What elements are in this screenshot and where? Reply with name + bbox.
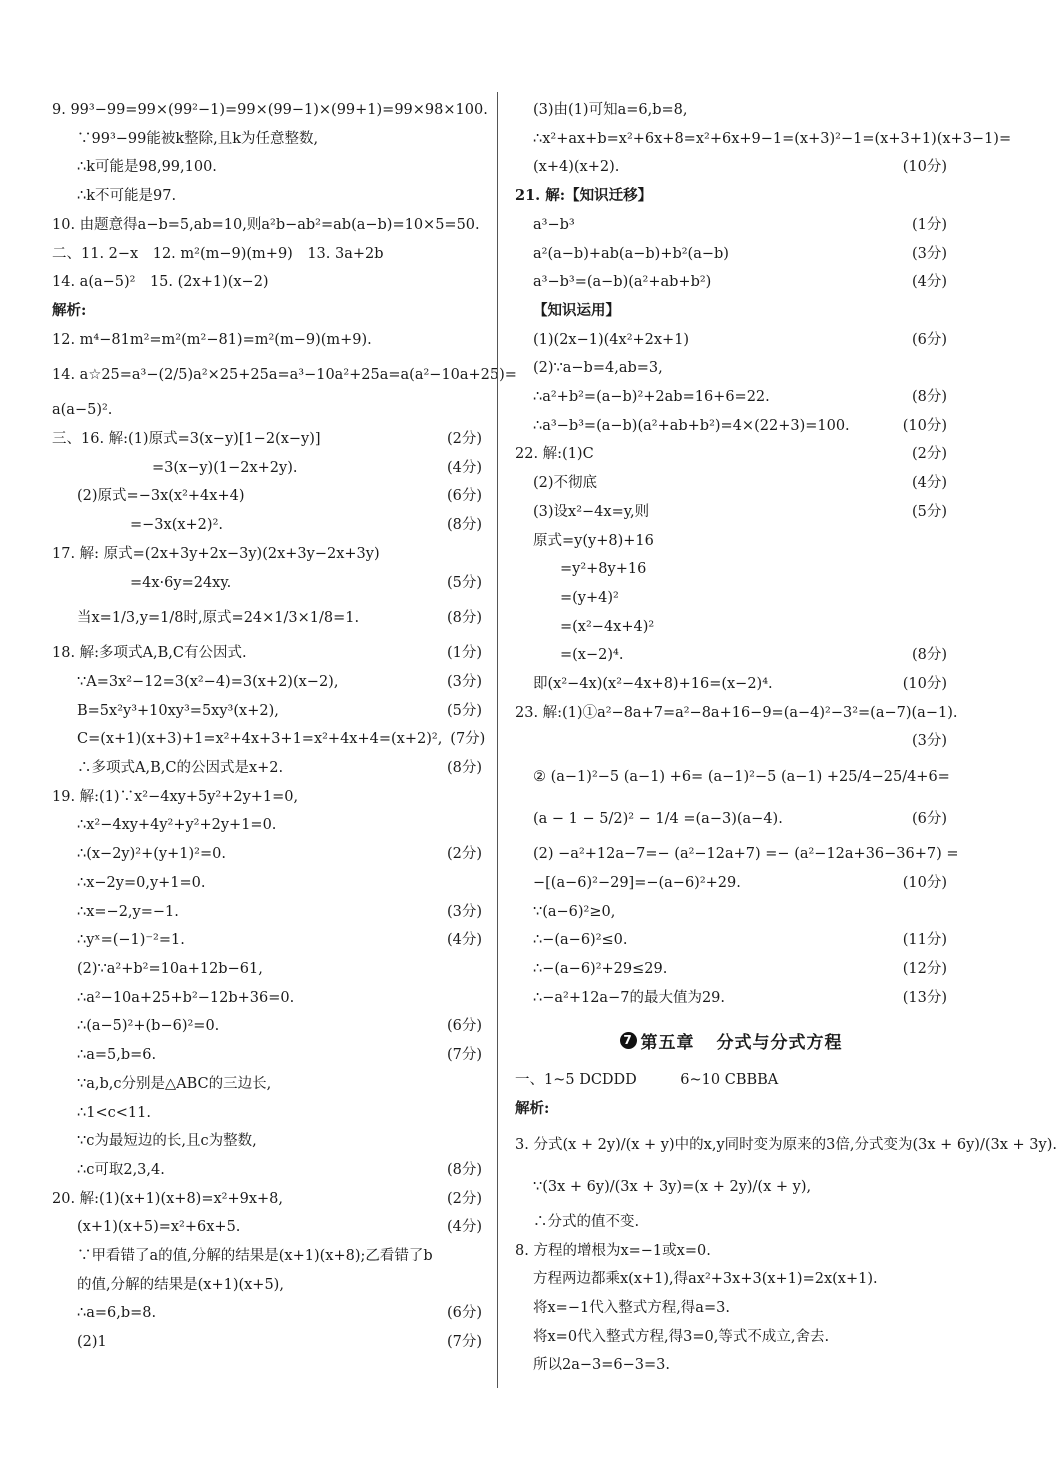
score-label: (8分) <box>911 647 947 664</box>
line-text: ∵c为最短边的长,且c为整数, <box>77 1133 257 1150</box>
solution-line <box>52 1070 482 1099</box>
score-label: (5分) <box>446 574 482 591</box>
line-text: a³−b³ <box>533 216 575 233</box>
solution-line <box>52 182 482 211</box>
solution-line <box>52 297 482 326</box>
line-text: =(y+4)² <box>560 589 619 606</box>
solution-line <box>515 354 947 383</box>
solution-line <box>515 498 947 527</box>
solution-line <box>515 798 947 840</box>
line-text: 的值,分解的结果是(x+1)(x+5), <box>77 1276 284 1293</box>
solution-line <box>515 1294 947 1323</box>
solution-line <box>52 1242 482 1271</box>
line-text: 19. 解:(1)∵x²−4xy+5y²+2y+1=0, <box>52 788 299 805</box>
line-text: ∵99³−99能被k整除,且k为任意整数, <box>77 130 319 147</box>
score-label: (4分) <box>446 1219 482 1236</box>
line-text: =3(x−y)(1−2x+2y). <box>152 459 298 476</box>
line-text: ∵甲看错了a的值,分解的结果是(x+1)(x+8);乙看错了b <box>77 1248 433 1265</box>
left-column <box>52 96 517 1357</box>
solution-line <box>515 1237 947 1266</box>
solution-line <box>515 326 947 355</box>
score-label: (4分) <box>446 932 482 949</box>
line-text: =(x²−4x+4)² <box>560 618 655 635</box>
score-label: (12分) <box>902 960 947 977</box>
score-label: (6分) <box>911 811 947 828</box>
score-label: (6分) <box>446 488 482 505</box>
line-text: 即(x²−4x)(x²−4x+8)+16=(x−2)⁴. <box>533 676 773 693</box>
line-text: ∵a,b,c分别是△ABC的三边长, <box>77 1075 272 1092</box>
solution-line <box>515 182 947 211</box>
solution-line <box>515 96 947 125</box>
line-text: (2)1 <box>77 1334 107 1351</box>
score-label: (7分) <box>446 1334 482 1351</box>
line-text: 所以2a−3=6−3=3. <box>533 1357 670 1374</box>
line-text: ∴(x−2y)²+(y+1)²=0. <box>77 846 226 863</box>
score-label: (8分) <box>446 517 482 534</box>
line-text: =(x−2)⁴. <box>560 647 624 664</box>
line-text: ∴k可能是98,99,100. <box>77 159 217 176</box>
score-label: (5分) <box>911 503 947 520</box>
score-label: (3分) <box>446 903 482 920</box>
line-text: 23. 解:(1)①a²−8a+7=a²−8a+16−9=(a−4)²−3²=(a−7)(a−1). <box>515 704 958 721</box>
solution-line <box>52 754 482 783</box>
solution-line <box>52 153 482 182</box>
chapter-label: 第五章 <box>640 1032 695 1053</box>
solution-line <box>52 240 482 269</box>
solution-line <box>52 811 482 840</box>
line-text: 14. a(a−5)² 15. (2x+1)(x−2) <box>52 274 269 291</box>
solution-line <box>515 955 947 984</box>
solution-line <box>515 1208 947 1237</box>
score-label: (10分) <box>902 417 947 434</box>
solution-line <box>52 955 482 984</box>
solution-line <box>515 527 947 556</box>
line-text: ∴yˣ=(−1)⁻²=1. <box>77 932 185 949</box>
line-text: 将x=−1代入整式方程,得a=3. <box>533 1299 730 1316</box>
line-text: (3)由(1)可知a=6,b=8, <box>533 102 688 118</box>
solution-line <box>515 153 947 182</box>
chapter-title: 分式与分式方程 <box>716 1032 843 1053</box>
solution-line <box>52 668 482 697</box>
line-text: ∴x=−2,y=−1. <box>77 903 179 920</box>
line-text: =4x·6y=24xy. <box>130 574 232 591</box>
score-label: (8分) <box>446 610 482 627</box>
line-text: C=(x+1)(x+3)+1=x²+4x+3+1=x²+4x+4=(x+2)², <box>77 731 443 748</box>
line-text: 20. 解:(1)(x+1)(x+8)=x²+9x+8, <box>52 1190 284 1207</box>
solution-line <box>515 268 947 297</box>
line-text: ∵A=3x²−12=3(x²−4)=3(x+2)(x−2), <box>77 673 339 690</box>
score-label: (1分) <box>911 216 947 233</box>
line-text: ∴−(a−6)²+29≤29. <box>533 960 668 977</box>
solution-line <box>515 1265 947 1294</box>
solution-line <box>515 211 947 240</box>
solution-line <box>52 1213 482 1242</box>
line-text: (2)不彻底 <box>533 475 598 492</box>
solution-line <box>52 1328 482 1357</box>
solution-line <box>52 268 482 297</box>
solution-line <box>52 326 482 355</box>
score-label: (8分) <box>446 760 482 777</box>
line-text: ∴x−2y=0,y+1=0. <box>77 874 206 891</box>
line-text: 三、16. 解:(1)原式=3(x−y)[1−2(x−y)] <box>52 431 321 448</box>
solution-line <box>515 125 1012 154</box>
score-label: (2分) <box>911 446 947 463</box>
solution-line <box>52 1012 482 1041</box>
score-label: (13分) <box>902 989 947 1006</box>
line-text: ∴1<c<11. <box>77 1104 151 1121</box>
line-text: (2)原式=−3x(x²+4x+4) <box>77 488 245 505</box>
solution-line <box>515 898 947 927</box>
line-text: (x+1)(x+5)=x²+6x+5. <box>77 1219 241 1236</box>
solution-line <box>52 482 482 511</box>
score-label: (4分) <box>911 274 947 291</box>
solution-line <box>515 926 947 955</box>
solution-line <box>515 869 947 898</box>
line-text: a²(a−b)+ab(a−b)+b²(a−b) <box>533 245 729 262</box>
score-label: (11分) <box>902 932 947 949</box>
score-label: (10分) <box>902 874 947 891</box>
line-text: a(a−5)². <box>52 402 113 419</box>
solution-line <box>515 240 947 269</box>
score-label: (3分) <box>911 733 947 750</box>
solution-line <box>515 1351 947 1380</box>
chapter-heading <box>515 1018 947 1062</box>
solution-line <box>52 540 482 569</box>
chapter-number-badge: 7 <box>620 1032 637 1049</box>
line-text: ② (a−1)²−5 (a−1) +6= (a−1)²−5 (a−1) +25/4−25/4+6= <box>533 769 950 786</box>
line-text: ∴(a−5)²+(b−6)²=0. <box>77 1018 220 1035</box>
solution-line <box>52 211 482 240</box>
line-text: ∴a=5,b=6. <box>77 1047 157 1064</box>
solution-line <box>52 1156 482 1185</box>
line-text: ∴−a²+12a−7的最大值为29. <box>533 989 726 1006</box>
solution-line <box>52 1299 482 1328</box>
solution-line <box>515 641 947 670</box>
solution-line <box>515 756 950 798</box>
solution-line <box>515 584 947 613</box>
solution-line <box>52 354 517 396</box>
line-text: 当x=1/3,y=1/8时,原式=24×1/3×1/8=1. <box>77 610 360 627</box>
line-text: ∵(a−6)²≥0, <box>533 903 616 920</box>
solution-line <box>52 869 482 898</box>
right-column <box>515 96 1057 1380</box>
score-label: (1分) <box>446 645 482 662</box>
line-text: ∵(3x + 6y)/(3x + 3y)=(x + 2y)/(x + y), <box>533 1178 812 1195</box>
score-label: (10分) <box>902 676 947 693</box>
score-label: (6分) <box>911 331 947 348</box>
line-text: =y²+8y+16 <box>560 561 647 578</box>
line-text: 二、11. 2−x 12. m²(m−9)(m+9) 13. 3a+2b <box>52 245 384 262</box>
solution-line <box>515 670 947 699</box>
solution-line <box>52 569 482 598</box>
score-label: (3分) <box>911 245 947 262</box>
line-text: 解析: <box>52 301 87 319</box>
line-text: =−3x(x+2)². <box>130 517 223 534</box>
score-label: (4分) <box>446 459 482 476</box>
score-label: (4分) <box>911 475 947 492</box>
line-text: (2)∵a²+b²=10a+12b−61, <box>77 960 263 977</box>
solution-line <box>515 1095 947 1124</box>
solution-line <box>515 297 947 326</box>
score-label: (2分) <box>446 846 482 863</box>
line-text: ∴多项式A,B,C的公因式是x+2. <box>77 760 284 777</box>
solution-line <box>52 454 482 483</box>
line-text: 14. a☆25=a³−(2/5)a²×25+25a=a³−10a²+25a=a(a²−10a+25)= <box>52 367 517 384</box>
line-text: (x+4)(x+2). <box>533 159 620 176</box>
solution-line <box>515 1124 1057 1166</box>
solution-line <box>52 1099 482 1128</box>
solution-line <box>52 597 482 639</box>
solution-line <box>52 783 482 812</box>
line-text: ∴x²+ax+b=x²+6x+8=x²+6x+9−1=(x+3)²−1=(x+3+1)(x+3−1)= <box>533 130 1012 147</box>
solution-line <box>515 1066 947 1095</box>
line-text: ∴k不可能是97. <box>77 188 177 205</box>
solution-line <box>515 613 947 642</box>
score-label: (5分) <box>446 702 482 719</box>
solution-line <box>52 984 482 1013</box>
line-text: 8. 方程的增根为x=−1或x=0. <box>515 1242 711 1259</box>
solution-line <box>515 555 947 584</box>
score-label: (8分) <box>446 1161 482 1178</box>
line-text: (3)设x²−4x=y,则 <box>533 503 650 520</box>
solution-line <box>52 1127 482 1156</box>
line-text: ∴−(a−6)²≤0. <box>533 932 628 949</box>
score-label: (2分) <box>446 1190 482 1207</box>
solution-line <box>52 697 482 726</box>
line-text: ∴x²−4xy+4y²+y²+2y+1=0. <box>77 817 277 834</box>
line-text: (a − 1 − 5/2)² − 1/4 =(a−3)(a−4). <box>533 811 783 828</box>
line-text: ∴分式的值不变. <box>533 1213 640 1230</box>
line-text: (2)∵a−b=4,ab=3, <box>533 360 663 377</box>
score-label: (10分) <box>902 159 947 176</box>
solution-line <box>52 639 482 668</box>
solution-line <box>515 840 959 869</box>
solution-line <box>52 926 482 955</box>
score-label: (6分) <box>446 1305 482 1322</box>
solution-line <box>515 469 947 498</box>
line-text: 【知识运用】 <box>533 301 620 319</box>
solution-line <box>52 1041 482 1070</box>
line-text: ∴a²−10a+25+b²−12b+36=0. <box>77 989 295 1006</box>
solution-line <box>52 96 488 125</box>
column-divider <box>497 92 498 1388</box>
line-text: 一、1~5 DCDDD 6~10 CBBBA <box>515 1072 779 1089</box>
line-text: ∴a²+b²=(a−b)²+2ab=16+6=22. <box>533 389 770 406</box>
solution-line <box>515 699 958 728</box>
score-label: (8分) <box>911 389 947 406</box>
solution-line <box>515 727 947 756</box>
line-text: 原式=y(y+8)+16 <box>533 532 654 549</box>
solution-line <box>515 383 947 412</box>
line-text: 方程两边都乘x(x+1),得ax²+3x+3(x+1)=2x(x+1). <box>533 1271 878 1288</box>
solution-line <box>52 125 482 154</box>
solution-line <box>52 1271 482 1300</box>
solution-line <box>52 511 482 540</box>
line-text: (1)(2x−1)(4x²+2x+1) <box>533 331 690 348</box>
line-text: 18. 解:多项式A,B,C有公因式. <box>52 645 247 662</box>
line-text: −[(a−6)²−29]=−(a−6)²+29. <box>533 874 741 891</box>
solution-line <box>52 425 482 454</box>
score-label: (6分) <box>446 1018 482 1035</box>
line-text: 10. 由题意得a−b=5,ab=10,则a²b−ab²=ab(a−b)=10×5=50. <box>52 216 480 233</box>
solution-line <box>515 1166 947 1208</box>
line-text: 解析: <box>515 1100 550 1118</box>
line-text: 9. 99³−99=99×(99²−1)=99×(99−1)×(99+1)=99×98×100. <box>52 102 488 118</box>
line-text: 将x=0代入整式方程,得3=0,等式不成立,舍去. <box>533 1328 830 1345</box>
line-text: a³−b³=(a−b)(a²+ab+b²) <box>533 274 712 291</box>
solution-line <box>515 412 947 441</box>
solution-line <box>515 440 947 469</box>
line-text: 17. 解: 原式=(2x+3y+2x−3y)(2x+3y−2x+3y) <box>52 545 380 562</box>
line-text: ∴a=6,b=8. <box>77 1305 157 1322</box>
score-label: (7分) <box>450 731 486 748</box>
solution-line <box>52 840 482 869</box>
line-text: B=5x²y³+10xy³=5xy³(x+2), <box>77 702 279 719</box>
solution-line <box>52 898 482 927</box>
line-text: 22. 解:(1)C <box>515 446 594 463</box>
solution-line <box>515 984 947 1013</box>
line-text: 3. 分式(x + 2y)/(x + y)中的x,y同时变为原来的3倍,分式变为(3x + 6y)/(3x + 3y). <box>515 1136 1057 1153</box>
line-text: 21. 解:【知识迁移】 <box>515 187 653 205</box>
line-text: ∴a³−b³=(a−b)(a²+ab+b²)=4×(22+3)=100. <box>533 417 850 434</box>
score-label: (3分) <box>446 673 482 690</box>
solution-line <box>52 725 486 754</box>
solution-line <box>52 1185 482 1214</box>
score-label: (7分) <box>446 1047 482 1064</box>
line-text: ∴c可取2,3,4. <box>77 1161 165 1178</box>
solution-line <box>515 1323 947 1352</box>
line-text: 12. m⁴−81m²=m²(m²−81)=m²(m−9)(m+9). <box>52 331 372 348</box>
solution-line <box>52 396 482 425</box>
line-text: (2) −a²+12a−7=− (a²−12a+7) =− (a²−12a+36−36+7) = <box>533 846 959 863</box>
score-label: (2分) <box>446 431 482 448</box>
